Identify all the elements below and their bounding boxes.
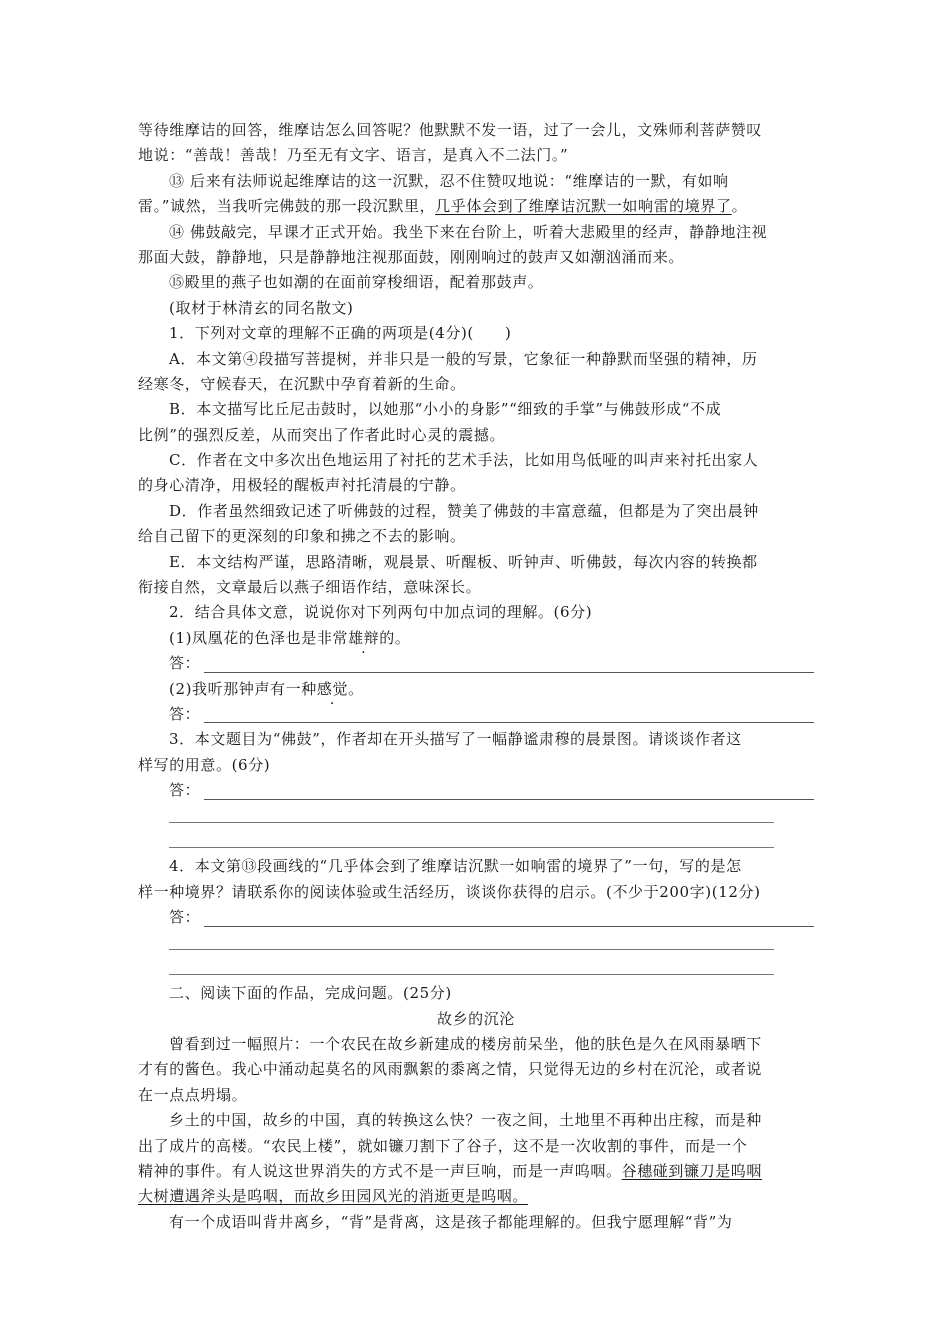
answer-line[interactable] bbox=[138, 905, 814, 930]
underlined-sentence: 几乎体会到了维摩诘沉默一如响雷的境界了 bbox=[435, 197, 732, 216]
question-2: 2．结合具体文意，说说你对下列两句中加点词的理解。(6分) bbox=[169, 603, 593, 622]
text-line bbox=[138, 194, 814, 219]
text-line bbox=[138, 1184, 814, 1209]
answer-line[interactable] bbox=[138, 702, 814, 727]
underlined-sentence: 谷穗碰到镰刀是呜咽 bbox=[621, 1162, 763, 1181]
text-line: 比例”的强烈反差，从而突出了作者此时心灵的震撼。 bbox=[138, 425, 506, 444]
answer-label: 答： bbox=[169, 781, 201, 800]
blank-rule bbox=[169, 949, 774, 950]
dotted-word: 感觉 bbox=[316, 679, 349, 698]
text-line: 给自己留下的更深刻的印象和拂之不去的影响。 bbox=[138, 527, 466, 546]
answer-line[interactable] bbox=[138, 778, 814, 803]
answer-blank-line[interactable] bbox=[138, 931, 814, 956]
question-4: 4．本文第⑬段画线的“几乎体会到了维摩诘沉默一如响雷的境界了”一句，写的是怎 bbox=[169, 857, 742, 876]
text-line: 样一种境界？请联系你的阅读体验或生活经历，谈谈你获得的启示。(不少于200字)(12分) bbox=[138, 882, 761, 901]
option-b: B．本文描写比丘尼击鼓时，以她那“小小的身影”“细致的手掌”与佛鼓形成“不成 bbox=[169, 400, 722, 419]
text-segment: 雷。”诚然，当我听完佛鼓的那一段沉默里， bbox=[138, 197, 436, 216]
option-e: E．本文结构严谨，思路清晰，观晨景、听醒板、听钟声、听佛鼓，每次内容的转换都 bbox=[169, 552, 758, 571]
answer-label: 答： bbox=[169, 908, 201, 927]
text-line: 地说：“善哉！善哉！乃至无有文字、语言，是真入不二法门。” bbox=[138, 146, 569, 165]
text-line: 衔接自然，文章最后以燕子细语作结，意味深长。 bbox=[138, 578, 482, 597]
text-segment: 精神的事件。有人说这世界消失的方式不是一声巨响，而是一声呜咽。 bbox=[138, 1162, 622, 1181]
paragraph-15: ⑮殿里的燕子也如潮的在面前穿梭细语，配着那鼓声。 bbox=[169, 273, 544, 292]
text-line: 在一点点坍塌。 bbox=[138, 1085, 248, 1104]
answer-blank[interactable] bbox=[204, 705, 814, 723]
text-line: 经寒冬，守候春天，在沉默中孕育着新的生命。 bbox=[138, 374, 466, 393]
text-segment: (2)我听那钟声有一种 bbox=[169, 679, 317, 698]
text-segment: (1)凤凰花的色泽也是非常 bbox=[169, 628, 349, 647]
document-page bbox=[138, 118, 814, 1235]
article-paragraph-2: 乡土的中国，故乡的中国，真的转换这么快？一夜之间，土地里不再种出庄稼，而是种 bbox=[169, 1111, 762, 1130]
question-1: 1．下列对文章的理解不正确的两项是(4分)( ) bbox=[169, 324, 512, 343]
text-line: 的身心清净，用极轻的醒板声衬托清晨的宁静。 bbox=[138, 476, 466, 495]
text-line: 样写的用意。(6分) bbox=[138, 755, 271, 774]
answer-blank[interactable] bbox=[204, 782, 814, 800]
text-segment: 。 bbox=[731, 197, 748, 216]
question-3: 3．本文题目为“佛鼓”，作者却在开头描写了一幅静谧肃穆的晨景图。请谈谈作者这 bbox=[169, 730, 742, 749]
answer-line[interactable] bbox=[138, 651, 814, 676]
blank-rule bbox=[169, 822, 774, 823]
blank-rule bbox=[169, 847, 774, 848]
article-title: 故乡的沉沦 bbox=[436, 1009, 515, 1028]
underlined-sentence: 大树遭遇斧头是呜咽，而故乡田园风光的消逝更是呜咽。 bbox=[138, 1187, 529, 1206]
section-2-heading: 二、阅读下面的作品，完成问题。(25分) bbox=[169, 984, 452, 1003]
text-line bbox=[138, 1159, 814, 1184]
sub-question-2 bbox=[138, 677, 814, 702]
option-c: C．作者在文中多次出色地运用了衬托的艺术手法，比如用鸟低哑的叫声来衬托出家人 bbox=[169, 451, 759, 470]
answer-blank[interactable] bbox=[204, 909, 814, 927]
option-d: D．作者虽然细致记述了听佛鼓的过程，赞美了佛鼓的丰富意蕴，但都是为了突出晨钟 bbox=[169, 501, 759, 520]
option-a: A．本文第④段描写菩提树，并非只是一般的写景，它象征一种静默而坚强的精神，历 bbox=[169, 349, 758, 368]
text-line: 等待维摩诘的回答，维摩诘怎么回答呢？他默默不发一语，过了一会儿，文殊师利菩萨赞叹 bbox=[138, 121, 763, 139]
answer-blank-line[interactable] bbox=[138, 956, 814, 981]
answer-blank[interactable] bbox=[204, 655, 814, 673]
text-segment: 。 bbox=[348, 679, 364, 698]
answer-blank-line[interactable] bbox=[138, 829, 814, 854]
article-paragraph-1: 曾看到过一幅照片：一个农民在故乡新建成的楼房前呆坐，他的肤色是久在风雨暴晒下 bbox=[169, 1035, 762, 1054]
text-line: 才有的酱色。我心中涌动起莫名的风雨飘絮的黍离之情，只觉得无边的乡村在沉沦，或者说 bbox=[138, 1060, 763, 1079]
answer-label: 答： bbox=[169, 704, 201, 723]
blank-rule bbox=[169, 974, 774, 975]
source-note: (取材于林清玄的同名散文) bbox=[169, 298, 354, 317]
text-line: 出了成片的高楼。“农民上楼”，就如镰刀割下了谷子，这不是一次收割的事件，而是一个 bbox=[138, 1136, 748, 1155]
paragraph-14-start: ⑭ 佛鼓敲完，早课才正式开始。我坐下来在台阶上，听着大悲殿里的经声，静静地注视 bbox=[169, 222, 768, 241]
text-segment: 的。 bbox=[379, 628, 411, 647]
article-paragraph-3: 有一个成语叫背井离乡，“背”是背离，这是孩子都能理解的。但我宁愿理解“背”为 bbox=[169, 1212, 733, 1231]
paragraph-13-start: ⑬ 后来有法师说起维摩诘的这一沉默，忍不住赞叹地说：“维摩诘的一默，有如响 bbox=[169, 171, 729, 190]
answer-label: 答： bbox=[169, 654, 201, 673]
text-line: 那面大鼓，静静地，只是静静地注视那面鼓，刚刚响过的鼓声又如潮汹涌而来。 bbox=[138, 247, 685, 266]
sub-question-1 bbox=[138, 626, 814, 651]
dotted-word: 雄辩 bbox=[348, 628, 380, 647]
answer-blank-line[interactable] bbox=[138, 804, 814, 829]
